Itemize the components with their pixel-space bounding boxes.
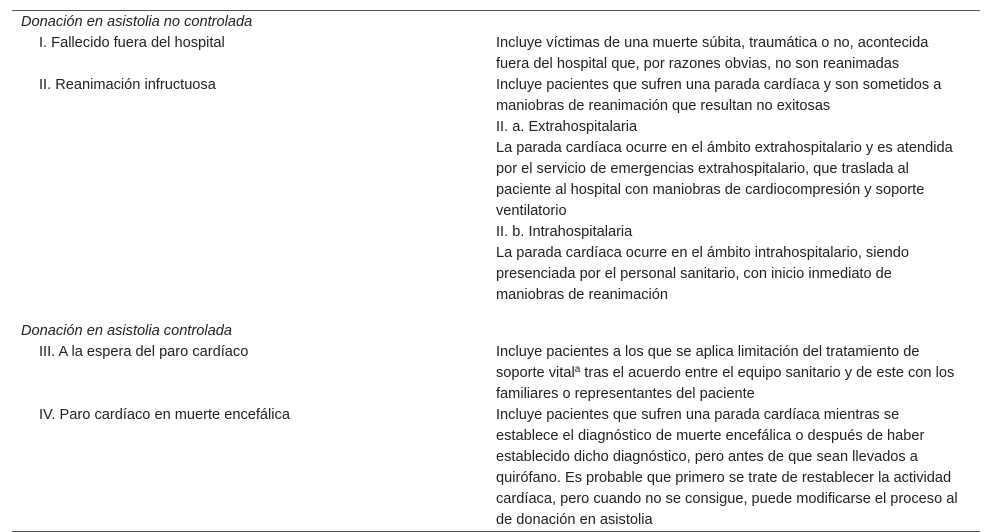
description-text: La parada cardíaca ocurre en el ámbito extrahospitalario y es atendida por el servicio de emergencias extrahospitalario, que traslada al paciente al hospital con maniobras de cardiocompresión y soporte ventilatorio: [496, 140, 953, 219]
category-label: III. A la espera del paro cardíaco: [39, 344, 249, 360]
category-cell: [12, 75, 496, 306]
category-cell: [12, 33, 496, 75]
description-cell: [496, 405, 980, 531]
category-cell: [12, 342, 496, 405]
description-text: La parada cardíaca ocurre en el ámbito intrahospitalario, siendo presenciada por el personal sanitario, con inicio inmediato de maniobras de reanimación: [496, 245, 909, 303]
category-label: I. Fallecido fuera del hospital: [39, 35, 225, 51]
description-text: [496, 342, 958, 405]
subcategory-label: II. b. Intrahospitalaria: [496, 224, 633, 240]
description-text-part: Incluye pacientes a los que se aplica limitación del tratamiento de soporte vital: [496, 344, 920, 381]
category-cell: [12, 405, 496, 531]
table-row: [12, 75, 980, 306]
section-title-controlled: Donación en asistolia controlada: [21, 323, 232, 339]
category-label: IV. Paro cardíaco en muerte encefálica: [39, 407, 290, 423]
category-label: II. Reanimación infructuosa: [39, 77, 216, 93]
footnote-marker[interactable]: a: [574, 364, 581, 375]
description-cell: [496, 75, 980, 306]
description-cell: [496, 342, 980, 405]
section-header-row: [12, 11, 980, 33]
section-title-uncontrolled: Donación en asistolia no controlada: [21, 14, 253, 30]
spacer-row: [12, 306, 980, 320]
description-text: Incluye pacientes que sufren una parada cardíaca mientras se establece el diagnóstico de muerte encefálica o después de haber establecido dicho diagnóstico, pero antes de que sean llevados a quirófano. Es probable que primero se trate de restablecer la actividad cardíaca, pero cuando no se consigue, puede modificarse el proceso al de donación en asistolia: [496, 407, 958, 528]
table-row: [12, 342, 980, 405]
subcategory-label: II. a. Extrahospitalaria: [496, 119, 638, 135]
table-row: [12, 33, 980, 75]
description-text: Incluye víctimas de una muerte súbita, traumática o no, acontecida fuera del hospital que, por razones obvias, no son reanimadas: [496, 35, 929, 72]
description-text-part: tras el acuerdo entre el equipo sanitario y de este con los familiares o representantes del paciente: [496, 365, 955, 402]
classification-table: [12, 10, 980, 532]
table: [12, 11, 980, 531]
section-header-row: [12, 320, 980, 342]
table-row: [12, 405, 980, 531]
description-cell: [496, 33, 980, 75]
description-text: Incluye pacientes que sufren una parada cardíaca y son sometidos a maniobras de reanimación que resultan no exitosas: [496, 77, 942, 114]
